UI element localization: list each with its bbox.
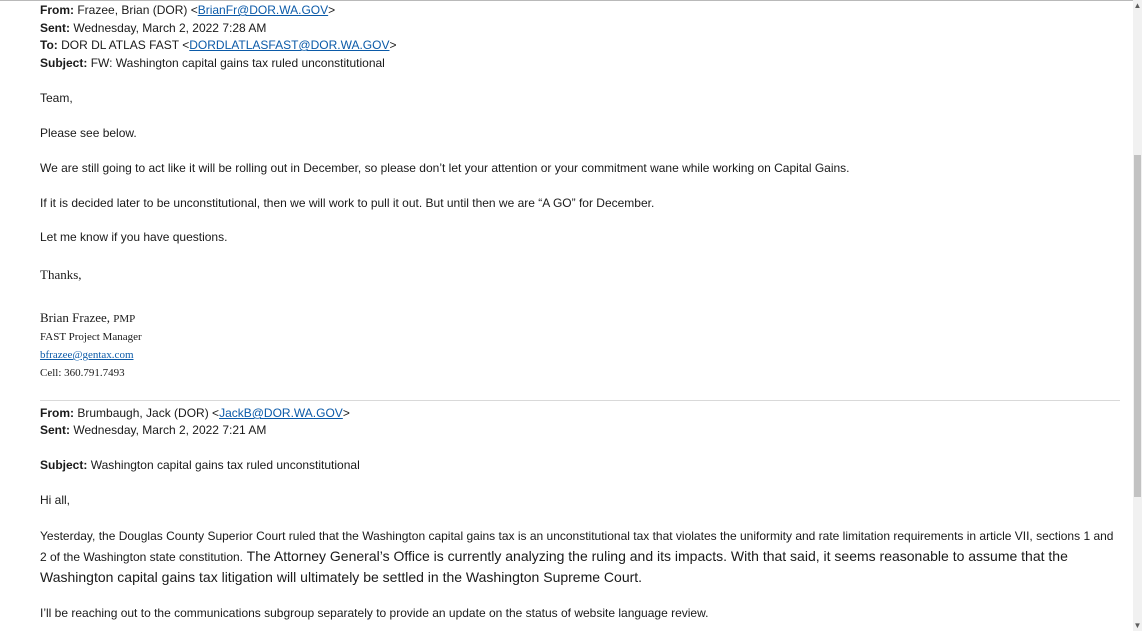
body-line: Team, bbox=[40, 91, 73, 105]
from-row-2 bbox=[40, 405, 350, 421]
to-email-link[interactable]: DORDLATLASFAST@DOR.WA.GOV bbox=[189, 38, 390, 52]
scrollbar-thumb[interactable] bbox=[1134, 155, 1141, 497]
ruling-text-large: The Attorney General’s Office is currently analyzing the ruling and its impacts. With that said, it seems reasonable to assume that the Washington capital gains tax litigation will ultimately be settled in the Washington Supreme Court. bbox=[40, 548, 1068, 585]
subject-label: Subject: bbox=[40, 56, 88, 70]
sent-value: Wednesday, March 2, 2022 7:21 AM bbox=[73, 423, 267, 437]
signature-name-text: Brian Frazee, bbox=[40, 310, 111, 325]
from-label: From: bbox=[40, 3, 74, 17]
sent-row bbox=[40, 20, 266, 36]
from-close: > bbox=[342, 406, 350, 420]
from-email-link[interactable]: BrianFr@DOR.WA.GOV bbox=[197, 3, 329, 17]
body-line: Please see below. bbox=[40, 126, 137, 140]
greeting-text: Hi all, bbox=[40, 493, 71, 507]
sent-label: Sent: bbox=[40, 423, 70, 437]
scroll-up-icon[interactable]: ▲ bbox=[1133, 1, 1142, 10]
subject-value: FW: Washington capital gains tax ruled unconstitutional bbox=[90, 56, 385, 70]
subject-row bbox=[40, 55, 385, 71]
vertical-scrollbar[interactable] bbox=[1133, 0, 1142, 631]
ruling-text: Yesterday, the Douglas County Superior Court ruled that the Washington capital gains tax is an unconstitutional tax that violates the uniformity and rate limitation requirements in article VII, sections 1 and 2 of the Washington state constitution. bbox=[40, 529, 1114, 564]
signature-email-link[interactable]: bfrazee@gentax.com bbox=[40, 349, 134, 361]
to-name: DOR DL ATLAS FAST < bbox=[61, 38, 190, 52]
from-name: Frazee, Brian (DOR) < bbox=[77, 3, 198, 17]
from-row bbox=[40, 2, 335, 18]
to-close: > bbox=[389, 38, 397, 52]
to-row bbox=[40, 37, 397, 53]
ruling-paragraph bbox=[40, 526, 1120, 588]
thanks-text: Thanks, bbox=[40, 267, 82, 282]
signature-title: FAST Project Manager bbox=[40, 331, 142, 343]
signature-email bbox=[40, 348, 134, 363]
top-border bbox=[0, 0, 1133, 1]
from-name: Brumbaugh, Jack (DOR) < bbox=[77, 406, 220, 420]
sent-value: Wednesday, March 2, 2022 7:28 AM bbox=[73, 21, 267, 35]
subject-row-2 bbox=[40, 457, 360, 473]
body-line: If it is decided later to be unconstitutional, then we will work to pull it out. But until then we are “A GO” for December. bbox=[40, 196, 655, 210]
subject-label: Subject: bbox=[40, 458, 88, 472]
message-divider bbox=[40, 400, 1120, 401]
sent-label: Sent: bbox=[40, 21, 70, 35]
from-label: From: bbox=[40, 406, 74, 420]
scroll-down-icon[interactable]: ▼ bbox=[1133, 621, 1142, 630]
subject-value: Washington capital gains tax ruled unconstitutional bbox=[90, 458, 360, 472]
sent-row-2 bbox=[40, 422, 266, 438]
signature-credential: PMP bbox=[113, 313, 136, 325]
body-line: Let me know if you have questions. bbox=[40, 230, 228, 244]
body-line: We are still going to act like it will be rolling out in December, so please don’t let your attention or your commitment wane while working on Capital Gains. bbox=[40, 161, 850, 175]
from-email-link[interactable]: JackB@DOR.WA.GOV bbox=[219, 406, 343, 420]
update-paragraph: I’ll be reaching out to the communications subgroup separately to provide an update on the status of website language review. bbox=[40, 606, 709, 620]
from-close: > bbox=[328, 3, 336, 17]
signature-name bbox=[40, 309, 135, 328]
signature-cell: Cell: 360.791.7493 bbox=[40, 367, 125, 379]
to-label: To: bbox=[40, 38, 58, 52]
